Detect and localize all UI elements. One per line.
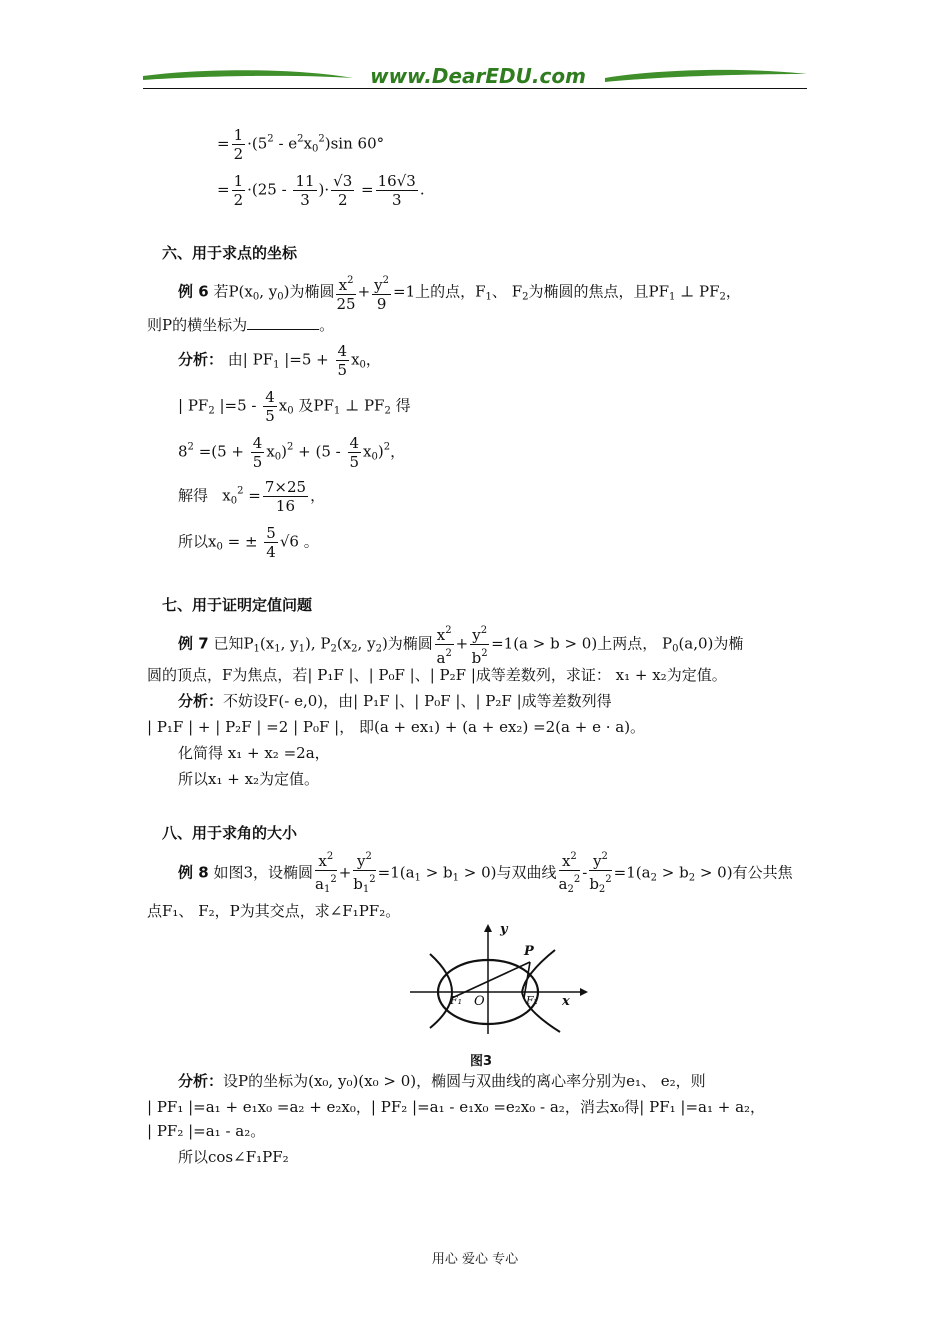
figure3-graph (410, 922, 590, 1042)
example8-analysis4: 所以cos∠F₁PF₂ (178, 1148, 289, 1166)
example6-analysis3: $8^2 =(5$ + $\frac{4}{5}$ $x_0)^2 + (5$ - $\frac{4}{5}$ $x_0)^2$， (178, 434, 406, 471)
fig-p-label: P (524, 944, 534, 959)
fig-y-label: y (500, 922, 508, 937)
example6-analysis5: 所以$x_0$ = ± $\frac{5}{4}$ √6 。 (178, 524, 319, 561)
example6-line2: 则P的横坐标为 。 (147, 316, 335, 334)
header-banner (143, 62, 807, 92)
section6-title: 六、用于求点的坐标 (162, 244, 298, 262)
example6-analysis1: 分析： 由| $PF_1$ |=5 + $\frac{4}{5}$ $x_0$， (178, 342, 381, 379)
figure3-caption: 图3 (470, 1054, 493, 1069)
example7-analysis2: | P₁F | + | P₂F | =2 | P₀F |， 即(a + ex₁) + (a + ex₂) =2(a + e · a)。 (147, 718, 646, 736)
banner-swoosh-right (605, 66, 807, 86)
answer-blank[interactable] (247, 315, 319, 330)
example7-analysis1: 分析：不妨设F(- e,0)，由| P₁F |、| P₀F |、| P₂F |成等差数列得 (178, 692, 612, 710)
example8-analysis3: | PF₂ |=a₁ - a₂。 (147, 1122, 266, 1140)
site-name[interactable]: www.DearEDU.com (370, 64, 586, 88)
header-rule (143, 88, 807, 89)
example7: 例 7 已知$P_1(x_1$, $y_1$), $P_2(x_2$, $y_2$)为椭圆 $\frac{x^2}{a^2}$ + $\frac{y^2}{b^2}$ =1(a > b > 0)上两点， $P_0(a,0)$为椭 (178, 622, 743, 667)
page-footer: 用心 爱心 专心 (431, 1252, 519, 1267)
figure3 (410, 922, 590, 1042)
section8-title: 八、用于求角的大小 (162, 824, 298, 842)
example6-analysis2: | $PF_2$ |=5 - $\frac{4}{5}$ $x_0$ 及$PF_1$ ⊥ $PF_2$ 得 (178, 388, 411, 425)
example7-analysis3: 化简得 x₁ + x₂ =2a， (178, 744, 330, 762)
top-eq-line2: = $\frac{1}{2}$ ·(25 - $\frac{11}{3}$ )· $\frac{√3}{2}$ = $\frac{16√3}{3}$ . (217, 172, 425, 209)
example6-label: 例 6 (178, 282, 209, 301)
top-eq-line1: = $\frac{1}{2}$ $\cdot(5^2 - e^2x_0^2)\sin$ 60° (217, 126, 385, 163)
fig-x-label: x (562, 994, 570, 1009)
example8-analysis2: | PF₁ |=a₁ + e₁x₀ =a₂ + e₂x₀，| PF₂ |=a₁ - e₁x₀ =e₂x₀ - a₂，消去x₀得| PF₁ |=a₁ + a₂， (147, 1098, 766, 1116)
example8-analysis1: 分析：设P的坐标为(x₀, y₀)(x₀ > 0)，椭圆与双曲线的离心率分别为e₁、 e₂，则 (178, 1072, 706, 1090)
section7-title: 七、用于证明定值问题 (162, 596, 313, 614)
fig-f2-label: F₂ (526, 994, 539, 1007)
example7-analysis4: 所以x₁ + x₂为定值。 (178, 770, 320, 788)
example6: 例 6 若$P(x_0$, $y_0$)为椭圆 $\frac{x^2}{25}$ + $\frac{y^2}{9}$ =1上的点，$F_1$、 $F_2$为椭圆的焦点，且$PF_1$ ⊥ $PF_2$， (178, 272, 741, 313)
example8: 例 8 如图3，设椭圆 $\frac{x^2}{a_1^2}$ + $\frac{y^2}{b_1^2}$ $=1(a_1 > b_1 > 0)$与双曲线 $\frac{x^2}{a_2^2}$ - $\frac{y^2}{b_2^2}$ $=1(a_2 > b_2 > 0)$有公共焦 (178, 848, 793, 899)
example7-line2: 圆的顶点，F为焦点，若| P₁F |、| P₀F |、| P₂F |成等差数列，求证： x₁ + x₂为定值。 (147, 666, 727, 684)
example6-analysis4: 解得 $x_0^2$ = $\frac{7\times 25}{16}$ ， (178, 478, 326, 515)
banner-swoosh-left (143, 66, 353, 86)
fig-o-label: O (474, 994, 485, 1009)
fig-f1-label: F₁ (450, 994, 463, 1007)
example8-line2: 点F₁、 F₂，P为其交点，求∠F₁PF₂。 (147, 902, 401, 920)
